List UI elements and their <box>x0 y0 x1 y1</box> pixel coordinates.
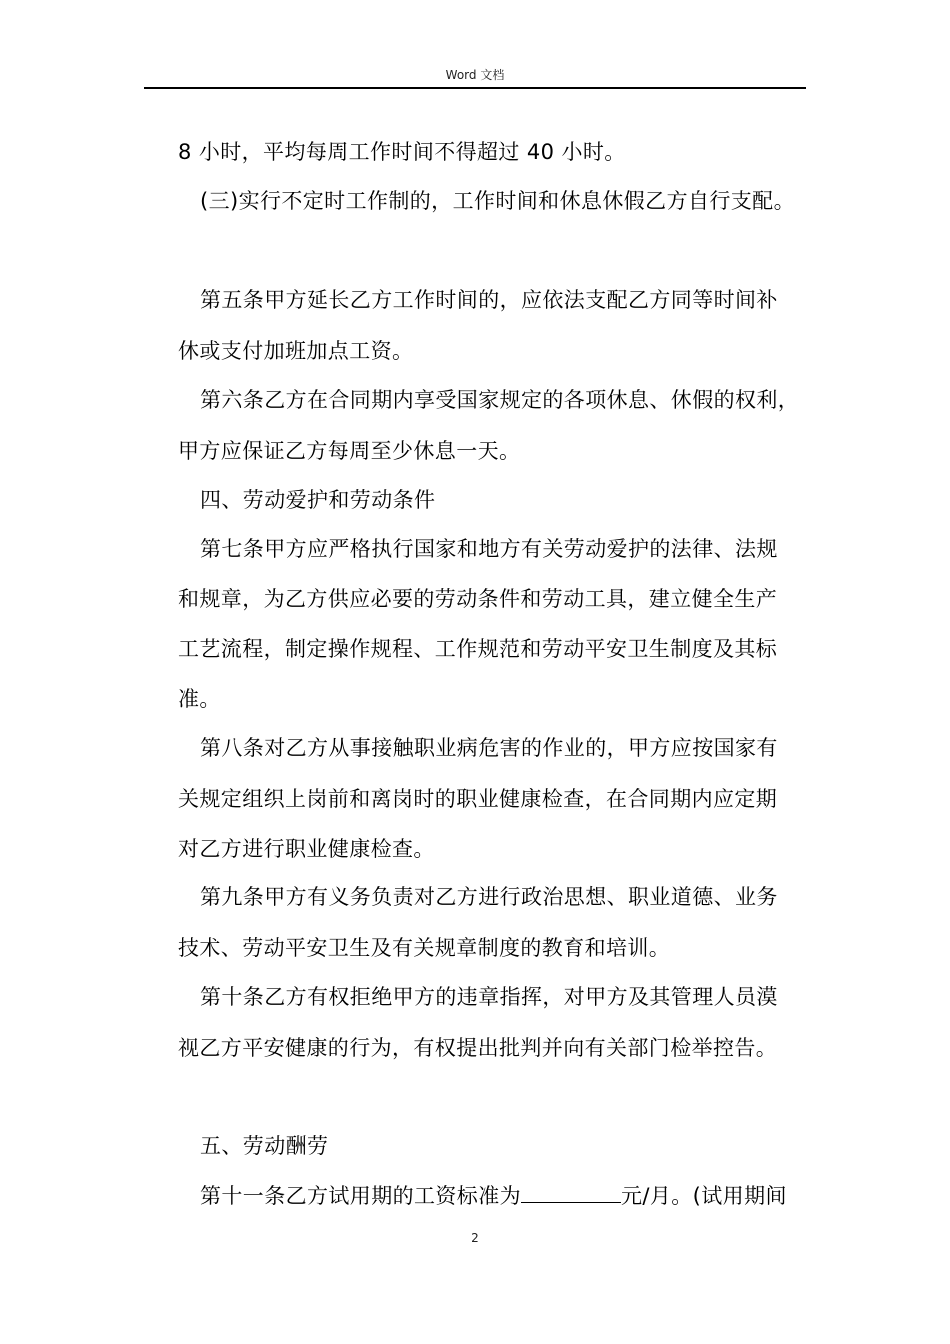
paragraph-line: 休或支付加班加点工资。 <box>178 339 414 363</box>
header-divider <box>144 87 806 89</box>
paragraph-line: 甲方应保证乙方每周至少休息一天。 <box>178 439 521 463</box>
paragraph-line: 第六条乙方在合同期内享受国家规定的各项休息、休假的权利， <box>200 388 800 412</box>
paragraph-line: 第五条甲方延长乙方工作时间的，应依法支配乙方同等时间补 <box>200 288 778 312</box>
paragraph-line: 关规定组织上岗前和离岗时的职业健康检查，在合同期内应定期 <box>178 787 778 811</box>
salary-text-before: 第十一条乙方试用期的工资标准为 <box>200 1184 521 1208</box>
section-heading: 五、劳动酬劳 <box>200 1134 329 1158</box>
paragraph-line: 第七条甲方应严格执行国家和地方有关劳动爱护的法律、法规 <box>200 537 778 561</box>
paragraph-line: (三)实行不定时工作制的，工作时间和休息休假乙方自行支配。 <box>200 189 795 213</box>
paragraph-line: 对乙方进行职业健康检查。 <box>178 837 435 861</box>
paragraph-line: 视乙方平安健康的行为，有权提出批判并向有关部门检举控告。 <box>178 1036 778 1060</box>
paragraph-line: 工艺流程，制定操作规程、工作规范和劳动平安卫生制度及其标 <box>178 637 778 661</box>
paragraph-line: 和规章，为乙方供应必要的劳动条件和劳动工具，建立健全生产 <box>178 587 778 611</box>
page-number: 2 <box>471 1231 479 1245</box>
paragraph-line <box>200 1181 787 1211</box>
section-heading: 四、劳动爱护和劳动条件 <box>200 488 436 512</box>
page-header-title: Word 文档 <box>445 68 505 82</box>
paragraph-line: 第八条对乙方从事接触职业病危害的作业的，甲方应按国家有 <box>200 736 778 760</box>
paragraph-line: 第九条甲方有义务负责对乙方进行政治思想、职业道德、业务 <box>200 885 778 909</box>
paragraph-line: 技术、劳动平安卫生及有关规章制度的教育和培训。 <box>178 936 671 960</box>
salary-text-after: 元/月。(试用期间 <box>621 1184 787 1208</box>
paragraph-line: 准。 <box>178 687 221 711</box>
paragraph-line: 8 小时，平均每周工作时间不得超过 40 小时。 <box>178 140 626 164</box>
paragraph-line: 第十条乙方有权拒绝甲方的违章指挥，对甲方及其管理人员漠 <box>200 985 778 1009</box>
salary-blank-field <box>521 1182 621 1203</box>
